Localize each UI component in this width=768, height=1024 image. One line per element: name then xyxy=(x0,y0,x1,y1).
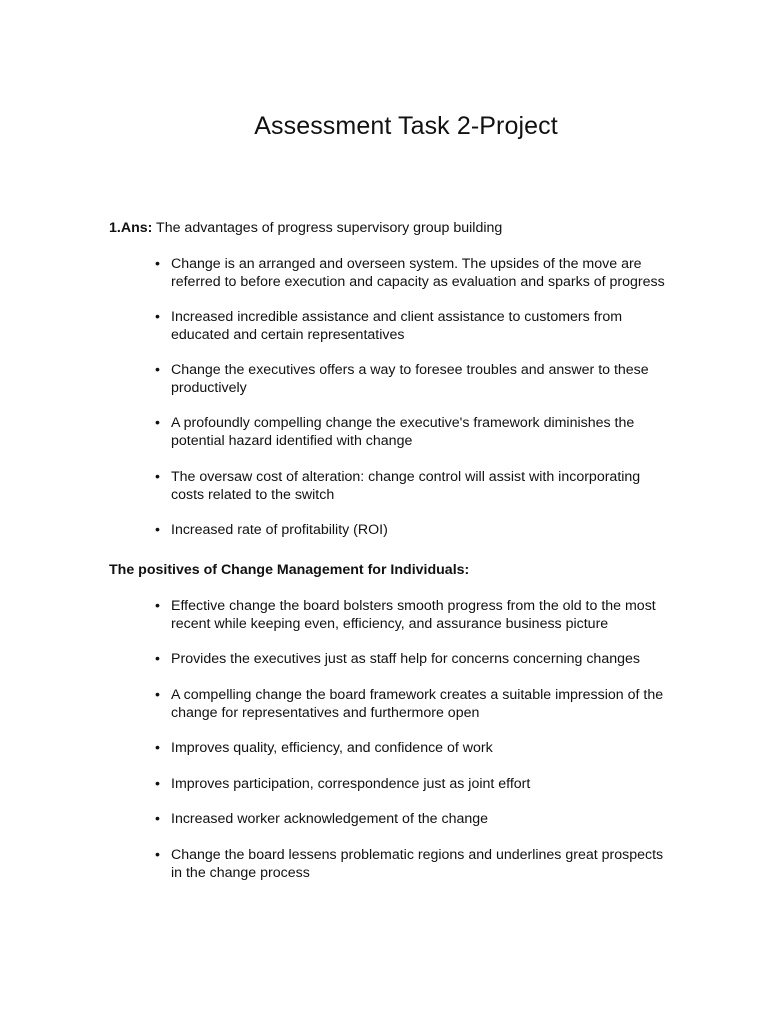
list-item-line: change for representatives and furthermore open xyxy=(171,705,480,721)
individual-positives-list xyxy=(155,597,715,997)
list-item-line: educated and certain representatives xyxy=(171,327,405,343)
answer-label: 1.Ans: xyxy=(109,220,153,236)
bullet-icon: • xyxy=(155,811,160,827)
list-item xyxy=(155,521,731,539)
advantages-list xyxy=(155,255,715,655)
list-item-line: recent while keeping even, efficiency, and assurance business picture xyxy=(171,616,609,632)
list-item xyxy=(155,650,731,668)
bullet-icon: • xyxy=(155,469,160,485)
answer-intro xyxy=(109,219,502,237)
list-item-line: Increased incredible assistance and client assistance to customers from xyxy=(171,309,623,325)
bullet-icon: • xyxy=(155,651,160,667)
list-item xyxy=(155,308,731,344)
list-item-line: A compelling change the board framework creates a suitable impression of the xyxy=(171,687,664,703)
section-heading: The positives of Change Management for Individuals: xyxy=(109,562,470,578)
list-item xyxy=(155,810,731,828)
list-item-line: Increased worker acknowledgement of the change xyxy=(171,811,489,827)
bullet-icon: • xyxy=(155,847,160,863)
bullet-icon: • xyxy=(155,309,160,325)
list-item xyxy=(155,468,731,504)
list-item xyxy=(155,775,731,793)
answer-intro-text: The advantages of progress supervisory group building xyxy=(152,220,503,236)
bullet-icon: • xyxy=(155,415,160,431)
list-item-line: Provides the executives just as staff help for concerns concerning changes xyxy=(171,651,640,667)
list-item-line: Change the executives offers a way to foresee troubles and answer to these xyxy=(171,362,649,378)
list-item xyxy=(155,597,731,633)
list-item xyxy=(155,255,731,291)
list-item-line: Increased rate of profitability (ROI) xyxy=(171,522,388,538)
bullet-icon: • xyxy=(155,362,160,378)
list-item-line: in the change process xyxy=(171,865,310,881)
document-title: Assessment Task 2-Project xyxy=(254,112,558,140)
list-item xyxy=(155,361,731,397)
bullet-icon: • xyxy=(155,776,160,792)
list-item-line: A profoundly compelling change the executive's framework diminishes the xyxy=(171,415,635,431)
list-item-line: costs related to the switch xyxy=(171,487,335,503)
list-item xyxy=(155,414,731,450)
bullet-icon: • xyxy=(155,522,160,538)
list-item-line: potential hazard identified with change xyxy=(171,433,413,449)
list-item xyxy=(155,846,731,882)
bullet-icon: • xyxy=(155,256,160,272)
list-item xyxy=(155,739,731,757)
list-item-line: Effective change the board bolsters smooth progress from the old to the most xyxy=(171,598,656,614)
list-item-line: The oversaw cost of alteration: change control will assist with incorporating xyxy=(171,469,641,485)
list-item-line: Improves quality, efficiency, and confidence of work xyxy=(171,740,493,756)
list-item xyxy=(155,686,731,722)
bullet-icon: • xyxy=(155,687,160,703)
list-item-line: Change the board lessens problematic regions and underlines great prospects xyxy=(171,847,664,863)
list-item-line: Improves participation, correspondence just as joint effort xyxy=(171,776,531,792)
list-item-line: productively xyxy=(171,380,247,396)
bullet-icon: • xyxy=(155,740,160,756)
bullet-icon: • xyxy=(155,598,160,614)
list-item-line: Change is an arranged and overseen system. The upsides of the move are xyxy=(171,256,642,272)
list-item-line: referred to before execution and capacity as evaluation and sparks of progress xyxy=(171,274,665,290)
